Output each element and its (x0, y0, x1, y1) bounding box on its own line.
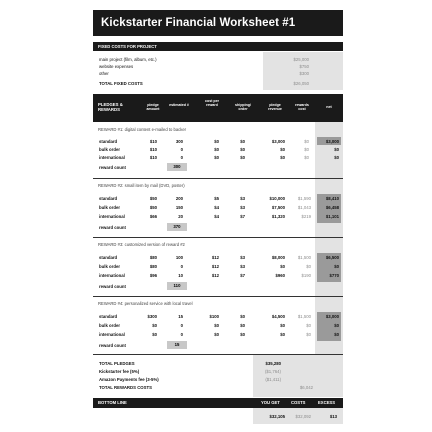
cell-rewards-cost: $0 (306, 332, 311, 337)
row-label: standard (99, 255, 118, 260)
cell-ship: $0 (240, 147, 245, 152)
costs-header: COSTS (291, 400, 306, 405)
fixed-row-label: main project (film, album, etc.) (99, 57, 157, 62)
reward-count-label: reward count (99, 284, 126, 289)
fixed-row-label: website expenses (99, 64, 134, 69)
cell-amount: $50 (149, 205, 157, 210)
cell-revenue: $0 (280, 147, 285, 152)
cell-revenue: $1,320 (271, 214, 285, 219)
you-get-header: YOU GET (261, 400, 280, 405)
cell-revenue: $0 (280, 264, 285, 269)
cell-cost: $12 (211, 264, 219, 269)
cell-amount: $10 (149, 139, 157, 144)
row-label: bulk order (99, 264, 121, 269)
cell-ship: $7 (240, 214, 245, 219)
cell-rewards-cost: $0 (304, 147, 309, 152)
total-rewards-label: TOTAL REWARDS COSTS (99, 385, 152, 390)
amazon-fee-label: Amazon Payments fee (3-5%) (99, 377, 159, 382)
cell-cost: $5 (214, 196, 219, 201)
cell-rewards-cost: $1,500 (297, 255, 311, 260)
cell-cost: $12 (211, 255, 219, 260)
reward-count: 370 (167, 223, 187, 231)
col-pledges-rewards: PLEDGES & REWARDS (98, 102, 123, 112)
cell-rewards-cost: $1,500 (297, 314, 311, 319)
cell-revenue: $960 (275, 273, 285, 278)
total-pledges-value: $35,280 (265, 361, 281, 366)
cell-net: $770 (329, 273, 339, 278)
cell-cost: $0 (214, 332, 219, 337)
row-label: bulk order (99, 205, 121, 210)
cell-rewards-cost: $1,043 (297, 205, 311, 210)
cell-estimated: 0 (180, 264, 183, 269)
fixed-row-value: $750 (299, 64, 309, 69)
reward-title: REWARD #2: small item by mail (DVD, poster) (98, 183, 185, 188)
cell-revenue: $0 (280, 332, 285, 337)
cell-amount: $10 (149, 147, 157, 152)
cell-rewards-cost: $1,590 (297, 196, 311, 201)
kickstarter-fee-value: ($1,764) (264, 369, 281, 374)
bottom-line-label: BOTTOM LINE (98, 400, 127, 405)
cell-estimated: 150 (175, 205, 183, 210)
reward-count: 300 (167, 163, 187, 171)
cell-revenue: $0 (280, 155, 285, 160)
cell-revenue: $10,000 (269, 196, 285, 201)
cell-net: $0 (334, 332, 339, 337)
cell-cost: $4 (214, 205, 219, 210)
cell-net: $0 (334, 323, 339, 328)
cell-amount: $96 (149, 273, 157, 278)
excess-header: EXCESS (318, 400, 335, 405)
cell-amount: $10 (149, 155, 157, 160)
cell-revenue: $7,500 (271, 205, 285, 210)
cell-revenue: $0 (280, 323, 285, 328)
reward-count: 15 (167, 341, 187, 349)
cell-cost: $4 (214, 214, 219, 219)
cell-rewards-cost: $0 (304, 155, 309, 160)
cell-rewards-cost: $190 (301, 273, 311, 278)
worksheet-title: Kickstarter Financial Worksheet #1 (93, 10, 343, 36)
reward-count: 110 (167, 282, 187, 290)
fixed-row-value: $300 (299, 71, 309, 76)
cell-estimated: 200 (175, 196, 183, 201)
kickstarter-fee-label: Kickstarter fee (5%) (99, 369, 140, 374)
row-label: bulk order (99, 323, 121, 328)
cell-estimated: 0 (180, 332, 183, 337)
reward-title: REWARD #4: personalized service with local travel (98, 301, 193, 306)
cell-amount: $0 (152, 332, 157, 337)
cell-estimated: 300 (175, 139, 183, 144)
divider (93, 237, 343, 238)
cell-cost: $0 (214, 147, 219, 152)
row-label: international (99, 214, 125, 219)
amazon-fee-value: ($1,411) (265, 377, 281, 382)
cell-ship: $3 (240, 264, 245, 269)
cell-ship: $3 (240, 255, 245, 260)
fixed-costs-heading: FIXED COSTS FOR PROJECT (98, 44, 157, 49)
cell-rewards-cost: $0 (306, 323, 311, 328)
costs-value: $32,092 (295, 414, 311, 419)
cell-estimated: 0 (180, 147, 183, 152)
row-label: international (99, 155, 125, 160)
worksheet (93, 0, 343, 432)
cell-rewards-cost: $219 (301, 214, 311, 219)
cell-net: $0 (334, 264, 339, 269)
cell-estimated: 10 (178, 273, 183, 278)
col-net: net (326, 105, 332, 109)
reward-count-label: reward count (99, 165, 126, 170)
reward-count-label: reward count (99, 225, 126, 230)
cell-amount: $300 (147, 314, 157, 319)
cell-amount: $66 (149, 214, 157, 219)
fixed-row-label: other (99, 71, 109, 76)
cell-amount: $0 (152, 323, 157, 328)
cell-net: $1,101 (325, 214, 339, 219)
bottom-line-bar (93, 398, 343, 408)
cell-ship: $0 (240, 314, 245, 319)
you-get-value: $32,105 (269, 414, 285, 419)
reward-title: REWARD #3: customized version of reward #2 (98, 242, 185, 247)
cell-cost: $0 (214, 155, 219, 160)
cell-ship: $3 (240, 205, 245, 210)
cell-ship: $0 (240, 139, 245, 144)
cell-estimated: 20 (178, 214, 183, 219)
total-rewards-value: $6,042 (299, 385, 313, 390)
cell-net: $8,410 (325, 196, 339, 201)
cell-estimated: 0 (180, 323, 183, 328)
cell-ship: $0 (240, 332, 245, 337)
divider (93, 178, 343, 179)
row-label: international (99, 332, 125, 337)
col-cost-per-reward: cost per reward (205, 99, 219, 107)
col-pledge-revenue: pledge revenue (268, 103, 282, 111)
cell-ship: $0 (240, 323, 245, 328)
cell-net: $0 (334, 147, 339, 152)
fixed-total-label: TOTAL FIXED COSTS (99, 81, 143, 86)
reward-count-label: reward count (99, 343, 126, 348)
cell-net: $3,000 (325, 314, 339, 319)
cell-cost: $0 (214, 323, 219, 328)
cell-revenue: $3,000 (271, 139, 285, 144)
cell-net: $3,000 (325, 139, 339, 144)
fixed-total-value: $26,050 (293, 81, 309, 86)
col-pledge-amount: pledge amount (146, 103, 160, 111)
cell-ship: $3 (240, 196, 245, 201)
row-label: bulk order (99, 147, 121, 152)
pledges-column-header (93, 94, 343, 122)
cell-estimated: 100 (175, 255, 183, 260)
cell-amount: $80 (149, 264, 157, 269)
cell-estimated: 15 (178, 314, 183, 319)
cell-estimated: 0 (180, 155, 183, 160)
fixed-costs-header (93, 42, 343, 51)
cell-revenue: $8,000 (271, 255, 285, 260)
row-label: standard (99, 139, 118, 144)
col-shipping: shipping/ order (235, 103, 251, 111)
cell-cost: $100 (209, 314, 219, 319)
cell-rewards-cost: $0 (306, 264, 311, 269)
cell-ship: $0 (240, 155, 245, 160)
cell-cost: $12 (211, 273, 219, 278)
total-pledges-label: TOTAL PLEDGES (99, 361, 135, 366)
cell-net: $6,500 (325, 255, 339, 260)
fixed-row-value: $25,000 (293, 57, 309, 62)
cell-ship: $7 (240, 273, 245, 278)
divider (93, 296, 343, 297)
cell-revenue: $4,500 (271, 314, 285, 319)
cell-net: $0 (334, 155, 339, 160)
col-rewards-cost: rewards cost (295, 103, 309, 111)
row-label: international (99, 273, 125, 278)
cell-net: $6,458 (325, 205, 339, 210)
cell-amount: $80 (149, 255, 157, 260)
cell-rewards-cost: $0 (304, 139, 309, 144)
row-label: standard (99, 196, 118, 201)
reward-title: REWARD #1: digital content e-mailed to backer (98, 127, 187, 132)
cell-cost: $0 (214, 139, 219, 144)
excess-value: $13 (329, 414, 337, 419)
cell-amount: $50 (149, 196, 157, 201)
row-label: standard (99, 314, 118, 319)
col-estimated: estimated # (169, 103, 189, 107)
